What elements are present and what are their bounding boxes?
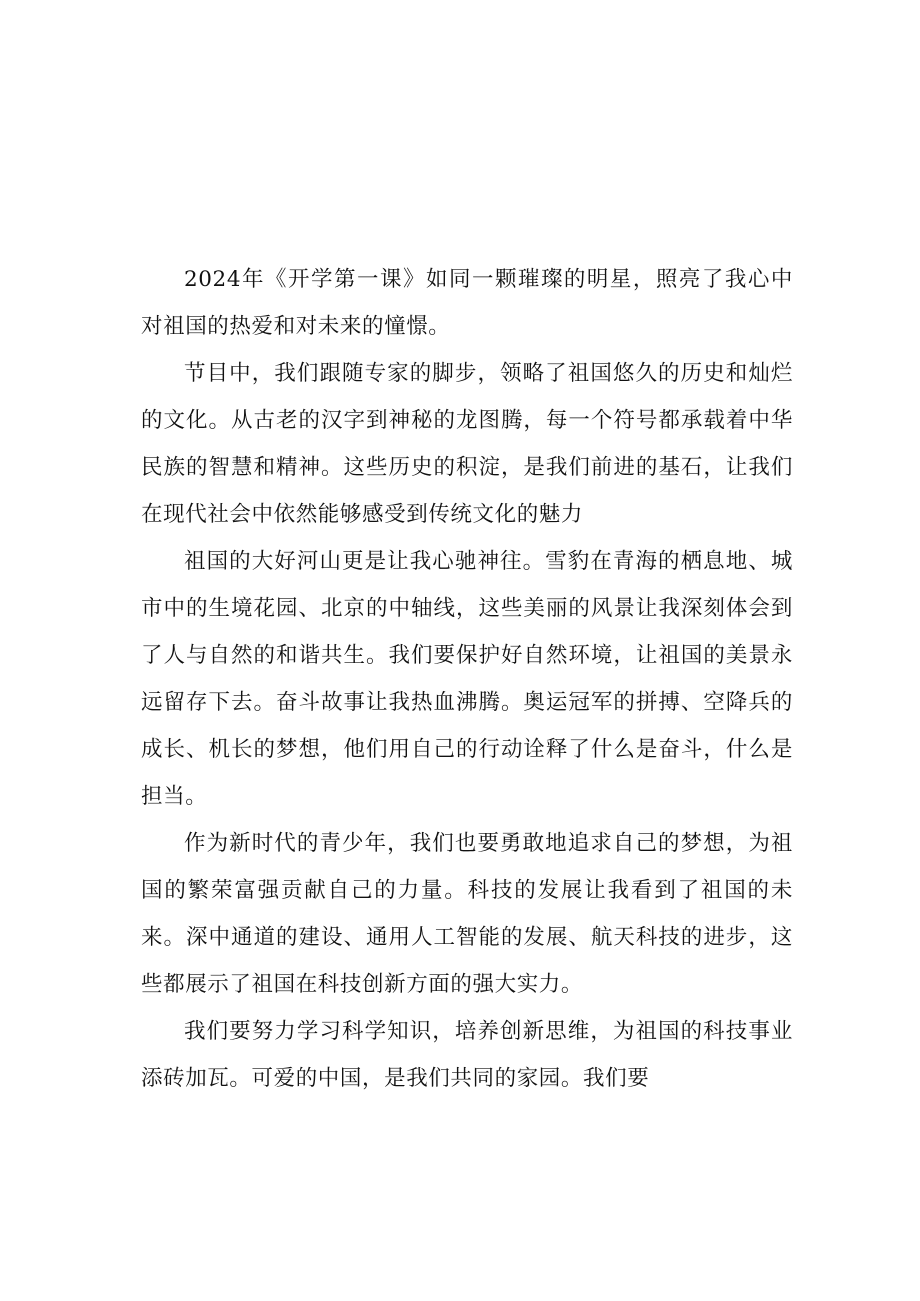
paragraph-5: 我们要努力学习科学知识，培养创新思维，为祖国的科技事业添砖加瓦。可爱的中国，是我们共同的家园。我们要	[141, 1019, 793, 1091]
paragraph-4: 作为新时代的青少年，我们也要勇敢地追求自己的梦想，为祖国的繁荣富强贡献自己的力量。科技的发展让我看到了祖国的未来。深中通道的建设、通用人工智能的发展、航天科技的进步，这些都展示了祖国在科技创新方面的强大实力。	[141, 831, 793, 997]
paragraph-3: 祖国的大好河山更是让我心驰神往。雪豹在青海的栖息地、城市中的生境花园、北京的中轴线，这些美丽的风景让我深刻体会到了人与自然的和谐共生。我们要保护好自然环境，让祖国的美景永远留存下去。奋斗故事让我热血沸腾。奥运冠军的拼搏、空降兵的成长、机长的梦想，他们用自己的行动诠释了什么是奋斗，什么是担当。	[141, 549, 793, 809]
paragraph-2: 节目中，我们跟随专家的脚步，领略了祖国悠久的历史和灿烂的文化。从古老的汉字到神秘的龙图腾，每一个符号都承载着中华民族的智慧和精神。这些历史的积淀，是我们前进的基石，让我们在现代社会中依然能够感受到传统文化的魅力	[141, 361, 793, 527]
paragraph-1: 2024年《开学第一课》如同一颗璀璨的明星，照亮了我心中对祖国的热爱和对未来的憧憬。	[141, 267, 793, 339]
essay-body	[141, 256, 793, 1102]
